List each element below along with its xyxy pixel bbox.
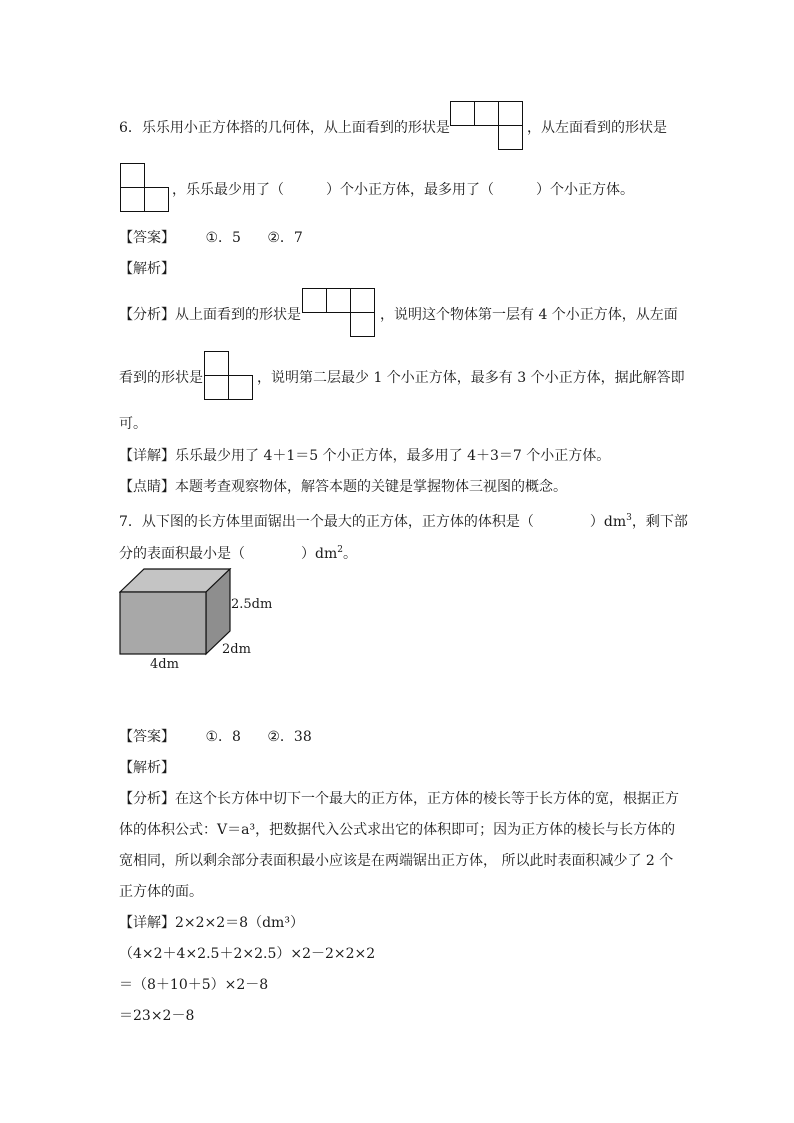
grid-cell [204, 351, 229, 376]
q6-line1 [119, 118, 450, 138]
q6-detail: 【详解】乐乐最少用了 4＋1＝5 个小正方体，最多用了 4＋3＝7 个小正方体。 [119, 448, 611, 464]
q7-text-line2b: 。 [342, 546, 357, 562]
q6-line2 [172, 180, 634, 200]
q7-answer [119, 727, 312, 747]
answer-label: 【答案】 [119, 729, 175, 745]
grid-cell [326, 288, 351, 313]
grid-cell [450, 101, 475, 126]
answer-1: ①．5 [205, 230, 241, 246]
q7-text-b: ，剩下部 [631, 514, 688, 530]
q7-fenxi-2: 体的体积公式：V＝a³，把数据代入公式求出它的体积即可；因为正方体的棱长与长方体的 [119, 822, 676, 838]
q7-line2 [119, 540, 357, 560]
answer-label: 【答案】 [119, 230, 175, 246]
q6-fenxi-d: ，说明第二层最少 1 个小正方体，最多有 3 个小正方体，据此解答即 [257, 370, 685, 386]
q6-analysis-label: 【解析】 [119, 261, 175, 277]
q6-answer [119, 228, 303, 248]
q7-detail-1: 【详解】2×2×2＝8（dm³） [119, 915, 304, 931]
q6-left-view-figure [120, 163, 172, 215]
grid-cell [498, 125, 523, 150]
q6-text-b: ，从左面看到的形状是 [527, 120, 667, 136]
answer-2: ②．7 [267, 230, 303, 246]
grid-cell [498, 101, 523, 126]
q6-fenxi-e: 可。 [119, 416, 147, 432]
cuboid-width-label: 2dm [222, 642, 251, 657]
q6-fenxi-c: 看到的形状是 [119, 370, 203, 386]
q6-comment: 【点睛】本题考查观察物体，解答本题的关键是掌握物体三视图的概念。 [119, 479, 567, 495]
q7-text-line2a: 分的表面积最小是（ ）dm [119, 546, 338, 562]
q6-fenxi-top-view-figure [302, 288, 378, 340]
grid-cell [228, 375, 253, 400]
q7-fenxi-1: 【分析】在这个长方体中切下一个最大的正方体，正方体的棱长等于长方体的宽，根据正方 [119, 791, 679, 807]
q7-detail-3: ＝（8＋10＋5）×2－8 [119, 977, 269, 993]
q7-fenxi-4: 正方体的面。 [119, 884, 203, 900]
q6-text-a: 6．乐乐用小正方体搭的几何体，从上面看到的形状是 [119, 120, 450, 136]
cuboid-figure [119, 568, 279, 678]
cuboid-height-label: 2.5dm [231, 597, 273, 612]
q7-fenxi-3: 宽相同，所以剩余部分表面积最小应该是在两端锯出正方体， 所以此时表面积减少了 2 个 [119, 853, 674, 869]
q7-text-a: 7．从下图的长方体里面锯出一个最大的正方体，正方体的体积是（ ）dm [119, 514, 627, 530]
q7-detail-4: ＝23×2－8 [119, 1008, 195, 1024]
grid-cell [144, 187, 169, 212]
q6-top-view-figure [450, 101, 526, 153]
q6-line1-b [527, 118, 667, 138]
q6-text-line2: ，乐乐最少用了（ ）个小正方体，最多用了（ ）个小正方体。 [172, 182, 634, 198]
cuboid-length-label: 4dm [150, 657, 179, 672]
answer-1: ①．8 [205, 729, 241, 745]
grid-cell [120, 163, 145, 188]
grid-cell [120, 187, 145, 212]
q7-analysis-label: 【解析】 [119, 760, 175, 776]
q6-fenxi-b: ，说明这个物体第一层有 4 个小正方体，从左面 [380, 307, 678, 323]
grid-cell [350, 312, 375, 337]
q7-sup-3: 3 [626, 513, 632, 523]
q7-sup-2: 2 [337, 545, 343, 555]
answer-2: ②．38 [267, 729, 312, 745]
grid-cell [350, 288, 375, 313]
q6-fenxi-a: 【分析】从上面看到的形状是 [119, 307, 301, 323]
grid-cell [204, 375, 229, 400]
grid-cell [302, 288, 327, 313]
q7-line1 [119, 508, 688, 528]
cuboid-front-face [120, 592, 206, 654]
grid-cell [474, 101, 499, 126]
q6-fenxi-left-view-figure [204, 351, 256, 403]
q7-detail-2: （4×2＋4×2.5＋2×2.5）×2－2×2×2 [119, 946, 376, 962]
